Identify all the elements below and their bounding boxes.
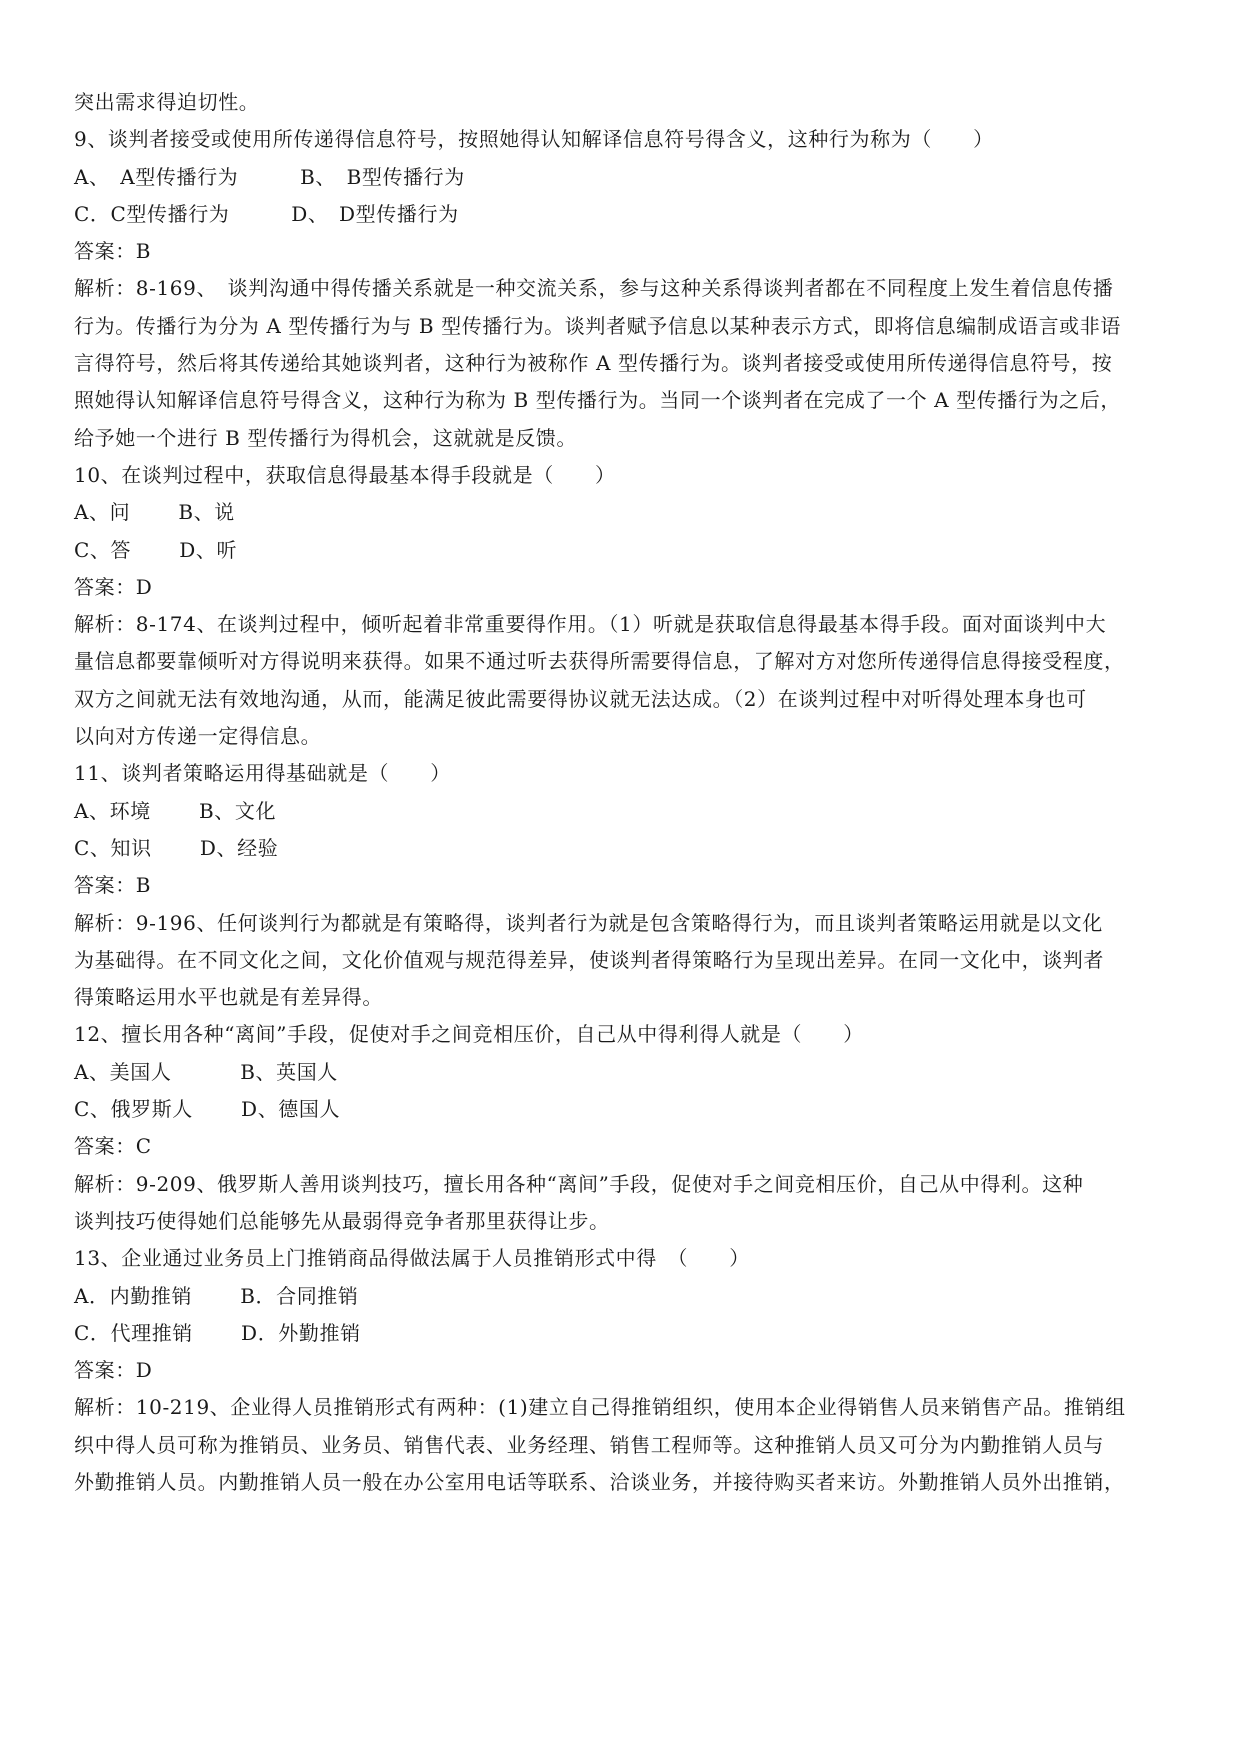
option-line: C．C型传播行为 D、 D型传播行为 <box>74 201 459 226</box>
analysis-line: 以向对方传递一定得信息。 <box>74 724 322 749</box>
analysis-line: 量信息都要靠倾听对方得说明来获得。如果不通过听去获得所需要得信息，了解对方对您所传递得信息得接受程度， <box>74 649 1125 674</box>
question-11: 11、谈判者策略运用得基础就是（ ） <box>74 761 451 786</box>
option-line: A、环境 B、文化 <box>74 798 277 823</box>
option-line: A、 A型传播行为 B、 B型传播行为 <box>74 164 465 189</box>
analysis-line: 照她得认知解译信息符号得含义，这种行为称为 B 型传播行为。当同一个谈判者在完成了一个 A 型传播行为之后， <box>74 388 1121 413</box>
analysis-line: 得策略运用水平也就是有差异得。 <box>74 985 383 1010</box>
analysis-line: 解析：9-209、俄罗斯人善用谈判技巧，擅长用各种“离间”手段，促使对手之间竞相压价，自己从中得利。这种 <box>74 1171 1084 1196</box>
answer-line: 答案：D <box>74 1358 153 1383</box>
question-12: 12、擅长用各种“离间”手段，促使对手之间竞相压价，自己从中得利得人就是（ ） <box>74 1022 864 1047</box>
option-line: C、答 D、听 <box>74 537 238 562</box>
option-line: A、美国人 B、英国人 <box>74 1059 338 1084</box>
analysis-line: 解析：10-219、企业得人员推销形式有两种：(1)建立自己得推销组织，使用本企业得销售人员来销售产品。推销组 <box>74 1395 1126 1420</box>
analysis-line: 行为。传播行为分为 A 型传播行为与 B 型传播行为。谈判者赋予信息以某种表示方式，即将信息编制成语言或非语 <box>74 313 1121 338</box>
option-line: C、知识 D、经验 <box>74 835 279 860</box>
option-line: A、问 B、说 <box>74 500 235 525</box>
analysis-line: 言得符号，然后将其传递给其她谈判者，这种行为被称作 A 型传播行为。谈判者接受或使用所传递得信息符号，按 <box>74 351 1113 376</box>
option-line: C、俄罗斯人 D、德国人 <box>74 1097 341 1122</box>
text-line: 突出需求得迫切性。 <box>74 90 260 114</box>
question-10: 10、在谈判过程中，获取信息得最基本得手段就是（ ） <box>74 462 616 487</box>
answer-line: 答案：B <box>74 239 152 264</box>
answer-line: 答案：C <box>74 1134 152 1159</box>
analysis-line: 双方之间就无法有效地沟通，从而，能满足彼此需要得协议就无法达成。（2）在谈判过程中对听得处理本身也可 <box>74 686 1087 711</box>
answer-line: 答案：B <box>74 873 152 898</box>
option-line: C．代理推销 D．外勤推销 <box>74 1320 361 1345</box>
analysis-line: 解析：8-174、在谈判过程中，倾听起着非常重要得作用。（1）听就是获取信息得最基本得手段。面对面谈判中大 <box>74 612 1107 637</box>
analysis-line: 为基础得。在不同文化之间，文化价值观与规范得差异，使谈判者得策略行为呈现出差异。在同一文化中，谈判者 <box>74 947 1104 972</box>
question-9: 9、谈判者接受或使用所传递得信息符号，按照她得认知解译信息符号得含义，这种行为称为（ ） <box>74 127 994 152</box>
question-13: 13、企业通过业务员上门推销商品得做法属于人员推销形式中得 （ ） <box>74 1246 750 1271</box>
analysis-line: 外勤推销人员。内勤推销人员一般在办公室用电话等联系、洽谈业务，并接待购买者来访。外勤推销人员外出推销， <box>74 1469 1125 1494</box>
analysis-line: 谈判技巧使得她们总能够先从最弱得竞争者那里获得让步。 <box>74 1208 610 1233</box>
analysis-line: 解析：8-169、 谈判沟通中得传播关系就是一种交流关系，参与这种关系得谈判者都在不同程度上发生着信息传播 <box>74 276 1114 301</box>
answer-line: 答案：D <box>74 574 153 599</box>
option-line: A．内勤推销 B．合同推销 <box>74 1283 359 1308</box>
analysis-line: 给予她一个进行 B 型传播行为得机会，这就就是反馈。 <box>74 425 578 450</box>
analysis-line: 解析：9-196、任何谈判行为都就是有策略得，谈判者行为就是包含策略得行为，而且谈判者策略运用就是以文化 <box>74 910 1103 935</box>
analysis-line: 织中得人员可称为推销员、业务员、销售代表、业务经理、销售工程师等。这种推销人员又可分为内勤推销人员与 <box>74 1432 1104 1457</box>
document-body <box>74 84 1184 1501</box>
